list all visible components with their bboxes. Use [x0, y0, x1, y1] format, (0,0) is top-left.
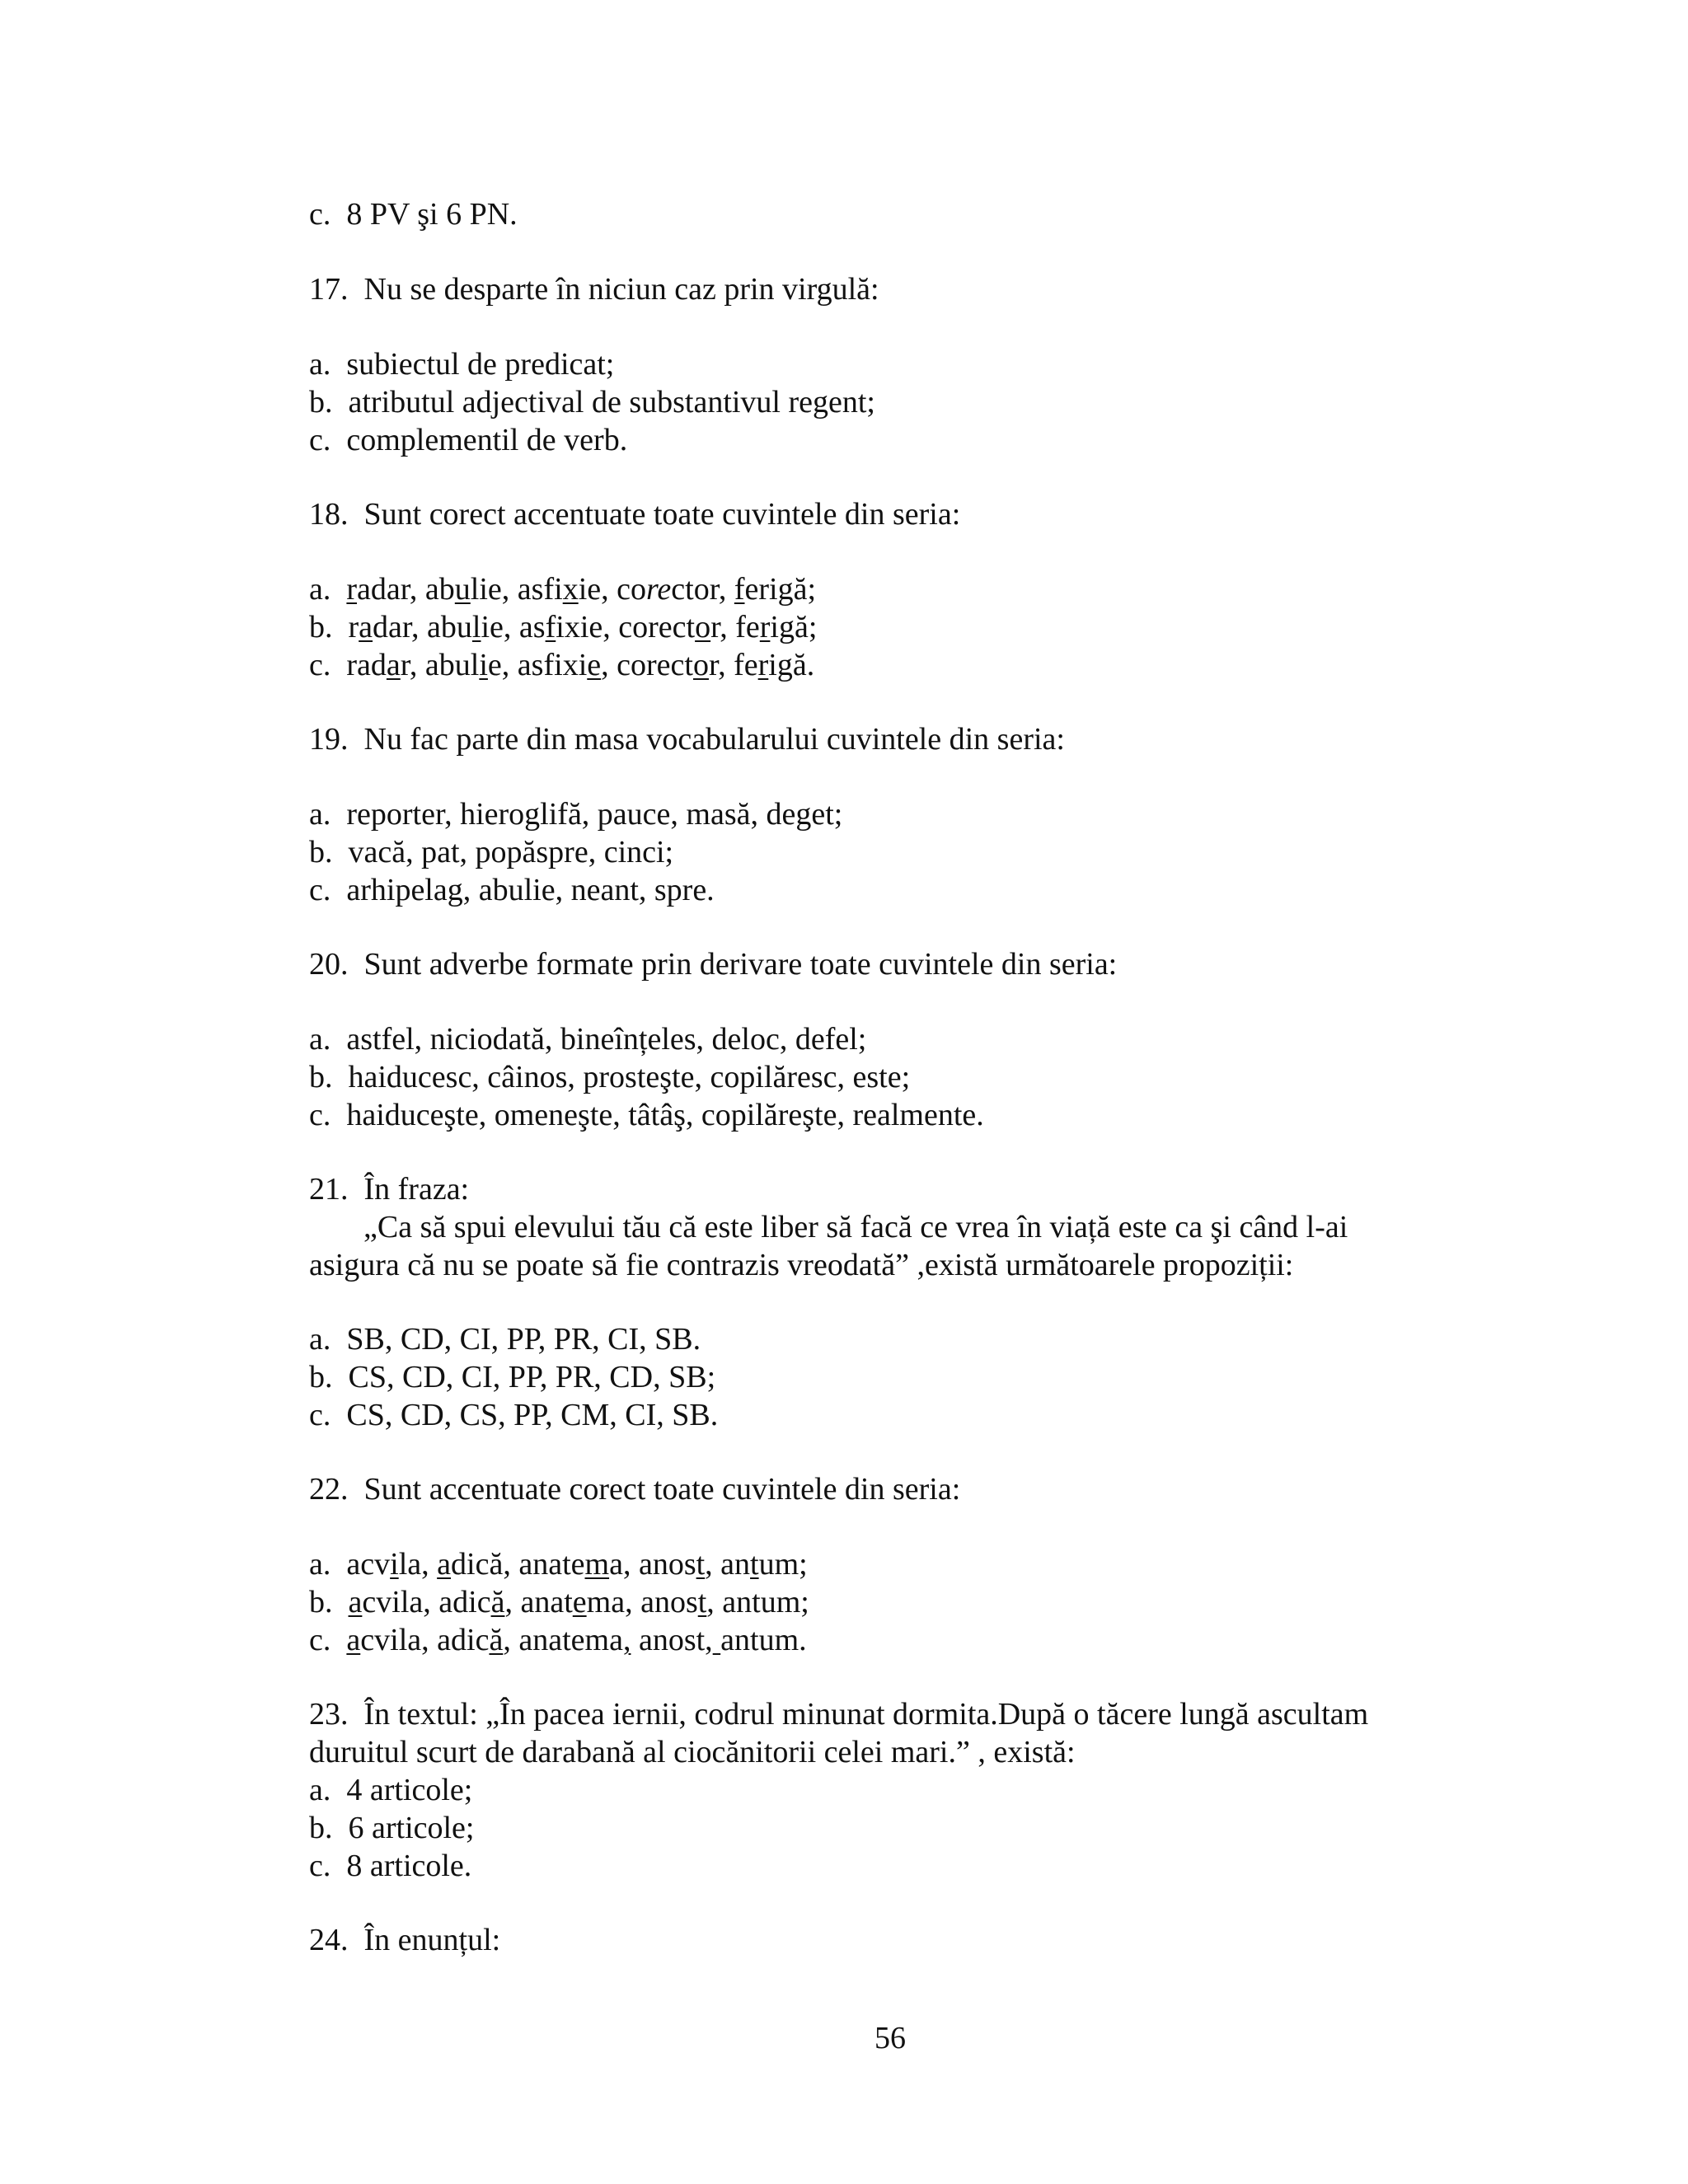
question-22: 22. Sunt accentuate corect toate cuvintele din seria:	[309, 1472, 961, 1507]
option-a: a. subiectul de predicat;	[309, 347, 615, 382]
option-a: a. reporter, hieroglifă, pauce, masă, deget;	[309, 797, 843, 832]
question-19: 19. Nu fac parte din masa vocabularului cuvintele din seria:	[309, 722, 1065, 757]
option-c: c. CS, CD, CS, PP, CM, CI, SB.	[309, 1398, 719, 1432]
option-b: b. CS, CD, CI, PP, PR, CD, SB;	[309, 1360, 716, 1394]
quoted-sentence-line: asigura că nu se poate să fie contrazis vreodată” ,există următoarele propoziții:	[309, 1248, 1294, 1282]
option-c: c. complementil de verb.	[309, 423, 628, 457]
option-a: a. SB, CD, CI, PP, PR, CI, SB.	[309, 1322, 701, 1357]
option-a: a. 4 articole;	[309, 1773, 473, 1807]
option-c: c. haiduceşte, omeneşte, tâtâş, copilăreşte, realmente.	[309, 1098, 984, 1132]
question-20: 20. Sunt adverbe formate prin derivare toate cuvintele din seria:	[309, 947, 1118, 982]
text-line: c. 8 PV şi 6 PN.	[309, 197, 518, 232]
option-b: b. 6 articole;	[309, 1811, 475, 1845]
option-b: b. radar, abulie, asfixie, corector, ferigă;	[309, 610, 818, 644]
option-a: a. radar, abulie, asfixie, corector, ferigă;	[309, 572, 817, 607]
option-b: b. acvila, adică, anatema, anost, antum;	[309, 1585, 809, 1619]
page-number: 56	[874, 2021, 906, 2055]
option-c: c. radar, abulie, asfixie, corector, ferigă.	[309, 648, 815, 682]
option-b: b. vacă, pat, popăspre, cinci;	[309, 835, 674, 869]
option-c: c. acvila, adică, anatema, anost, antum.	[309, 1623, 807, 1657]
option-b: b. atributul adjectival de substantivul regent;	[309, 385, 875, 419]
question-21: 21. În fraza:	[309, 1172, 470, 1207]
question-24: 24. În enunțul:	[309, 1923, 501, 1957]
question-18: 18. Sunt corect accentuate toate cuvintele din seria:	[309, 497, 961, 532]
question-23: 23. În textul: „În pacea iernii, codrul minunat dormita.După o tăcere lungă ascultam	[309, 1697, 1369, 1732]
option-b: b. haiducesc, câinos, prosteşte, copilăresc, este;	[309, 1060, 911, 1094]
option-a: a. acvila, adică, anatema, anost, antum;	[309, 1547, 808, 1582]
question-17: 17. Nu se desparte în niciun caz prin virgulă:	[309, 272, 879, 307]
option-c: c. arhipelag, abulie, neant, spre.	[309, 873, 715, 907]
quoted-sentence-line: „Ca să spui elevului tău că este liber să facă ce vrea în viață este ca şi când l-ai	[363, 1210, 1348, 1244]
option-c: c. 8 articole.	[309, 1849, 472, 1883]
question-23-continued: duruitul scurt de darabană al ciocănitorii celei mari.” , există:	[309, 1735, 1076, 1769]
option-a: a. astfel, niciodată, bineînțeles, deloc, defel;	[309, 1022, 867, 1057]
